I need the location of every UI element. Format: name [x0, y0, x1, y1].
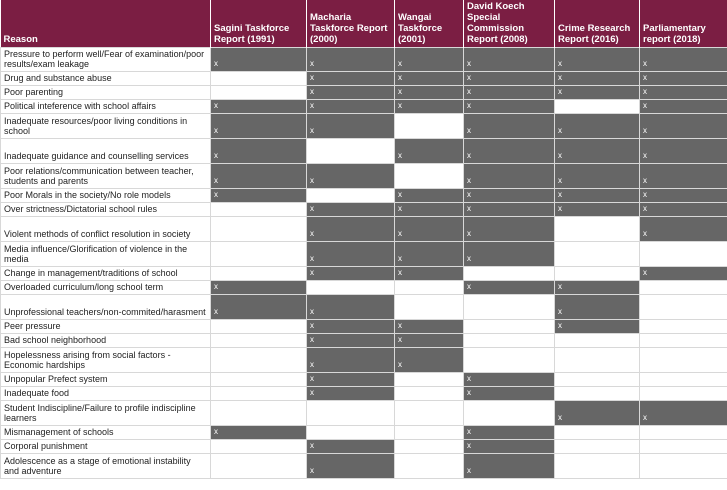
- table-row: [1, 453, 727, 478]
- table-row: [1, 439, 727, 453]
- mark-cell: [464, 294, 555, 319]
- table-row: [1, 266, 727, 280]
- mark-cell: [211, 386, 307, 400]
- reason-cell: Poor relations/communication between teacher, students and parents: [1, 163, 211, 188]
- table-row: [1, 85, 727, 99]
- mark-cell: [640, 333, 727, 347]
- mark-cell: x: [307, 113, 395, 138]
- mark-cell: [395, 294, 464, 319]
- reason-cell: Unprofessional teachers/non-commited/harasment: [1, 294, 211, 319]
- mark-cell: [555, 425, 640, 439]
- mark-cell: x: [211, 47, 307, 71]
- mark-cell: x: [307, 372, 395, 386]
- reason-cell: Overloaded curriculum/long school term: [1, 280, 211, 294]
- mark-cell: [307, 188, 395, 202]
- mark-cell: [640, 294, 727, 319]
- mark-cell: x: [395, 85, 464, 99]
- mark-cell: x: [464, 47, 555, 71]
- reason-cell: Inadequate resources/poor living conditions in school: [1, 113, 211, 138]
- mark-cell: x: [640, 71, 727, 85]
- mark-cell: x: [464, 138, 555, 163]
- mark-cell: x: [464, 113, 555, 138]
- mark-cell: x: [395, 47, 464, 71]
- table-row: [1, 386, 727, 400]
- mark-cell: x: [464, 280, 555, 294]
- mark-cell: x: [464, 99, 555, 113]
- mark-cell: x: [555, 113, 640, 138]
- mark-cell: [395, 113, 464, 138]
- mark-cell: [555, 99, 640, 113]
- reason-cell: Bad school neighborhood: [1, 333, 211, 347]
- mark-cell: x: [464, 188, 555, 202]
- table-row: [1, 202, 727, 216]
- mark-cell: x: [211, 294, 307, 319]
- mark-cell: x: [640, 216, 727, 241]
- mark-cell: [211, 71, 307, 85]
- mark-cell: [555, 439, 640, 453]
- mark-cell: [211, 333, 307, 347]
- mark-cell: [555, 266, 640, 280]
- reason-cell: Hopelessness arising from social factors - Economic hardships: [1, 347, 211, 372]
- mark-cell: x: [395, 241, 464, 266]
- mark-cell: x: [555, 85, 640, 99]
- reason-cell: Pressure to perform well/Fear of examination/poor results/exam leakage: [1, 47, 211, 71]
- table-row: [1, 99, 727, 113]
- reason-cell: Poor Morals in the society/No role models: [1, 188, 211, 202]
- mark-cell: [555, 347, 640, 372]
- mark-cell: [640, 425, 727, 439]
- mark-cell: [211, 241, 307, 266]
- mark-cell: [307, 138, 395, 163]
- mark-cell: x: [395, 347, 464, 372]
- mark-cell: x: [307, 47, 395, 71]
- mark-cell: x: [307, 439, 395, 453]
- table-body: [1, 47, 727, 478]
- mark-cell: [395, 163, 464, 188]
- mark-cell: x: [307, 453, 395, 478]
- header-wangai: Wangai Taskforce (2001): [395, 0, 464, 47]
- mark-cell: [395, 400, 464, 425]
- mark-cell: x: [464, 71, 555, 85]
- reason-cell: Political inteference with school affairs: [1, 99, 211, 113]
- mark-cell: [464, 266, 555, 280]
- mark-cell: [307, 425, 395, 439]
- mark-cell: x: [464, 439, 555, 453]
- reason-cell: Adolescence as a stage of emotional instability and adventure: [1, 453, 211, 478]
- mark-cell: x: [307, 71, 395, 85]
- mark-cell: x: [307, 163, 395, 188]
- mark-cell: [211, 453, 307, 478]
- mark-cell: [211, 400, 307, 425]
- header-koech: David Koech Special Commission Report (2008): [464, 0, 555, 47]
- table-row: [1, 294, 727, 319]
- mark-cell: [211, 439, 307, 453]
- mark-cell: x: [464, 425, 555, 439]
- reason-cell: Inadequate food: [1, 386, 211, 400]
- mark-cell: x: [395, 138, 464, 163]
- mark-cell: x: [307, 266, 395, 280]
- mark-cell: x: [464, 241, 555, 266]
- mark-cell: x: [640, 163, 727, 188]
- mark-cell: x: [555, 163, 640, 188]
- mark-cell: x: [211, 163, 307, 188]
- reason-cell: Corporal punishment: [1, 439, 211, 453]
- reason-cell: Violent methods of conflict resolution in society: [1, 216, 211, 241]
- mark-cell: [211, 319, 307, 333]
- mark-cell: x: [307, 241, 395, 266]
- mark-cell: [640, 453, 727, 478]
- mark-cell: [211, 347, 307, 372]
- mark-cell: x: [307, 216, 395, 241]
- mark-cell: [555, 386, 640, 400]
- mark-cell: [307, 400, 395, 425]
- mark-cell: x: [211, 425, 307, 439]
- mark-cell: x: [395, 216, 464, 241]
- reason-cell: Media influence/Glorification of violence in the media: [1, 241, 211, 266]
- mark-cell: x: [307, 85, 395, 99]
- table-row: [1, 47, 727, 71]
- table-row: [1, 241, 727, 266]
- mark-cell: x: [464, 372, 555, 386]
- mark-cell: x: [211, 113, 307, 138]
- mark-cell: x: [640, 400, 727, 425]
- table-row: [1, 138, 727, 163]
- mark-cell: x: [640, 113, 727, 138]
- reason-cell: Student Indiscipline/Failure to profile indiscipline learners: [1, 400, 211, 425]
- mark-cell: [211, 85, 307, 99]
- mark-cell: x: [555, 138, 640, 163]
- table-header: [1, 0, 727, 47]
- mark-cell: [640, 372, 727, 386]
- mark-cell: [555, 453, 640, 478]
- mark-cell: x: [211, 99, 307, 113]
- mark-cell: x: [464, 453, 555, 478]
- header-parliamentary: Parliamentary report (2018): [640, 0, 727, 47]
- mark-cell: x: [464, 163, 555, 188]
- mark-cell: [307, 280, 395, 294]
- mark-cell: [555, 216, 640, 241]
- mark-cell: [464, 319, 555, 333]
- mark-cell: x: [640, 47, 727, 71]
- header-macharia: Macharia Taskforce Report (2000): [307, 0, 395, 47]
- mark-cell: x: [640, 266, 727, 280]
- mark-cell: x: [555, 280, 640, 294]
- mark-cell: x: [395, 319, 464, 333]
- mark-cell: x: [307, 347, 395, 372]
- table-row: [1, 216, 727, 241]
- mark-cell: x: [640, 188, 727, 202]
- reason-cell: Change in management/traditions of school: [1, 266, 211, 280]
- reason-cell: Unpopular Prefect system: [1, 372, 211, 386]
- mark-cell: x: [307, 202, 395, 216]
- mark-cell: x: [395, 333, 464, 347]
- reason-cell: Peer pressure: [1, 319, 211, 333]
- mark-cell: x: [395, 266, 464, 280]
- table-row: [1, 280, 727, 294]
- mark-cell: x: [307, 319, 395, 333]
- mark-cell: [640, 319, 727, 333]
- reason-cell: Poor parenting: [1, 85, 211, 99]
- mark-cell: x: [307, 99, 395, 113]
- mark-cell: x: [555, 71, 640, 85]
- mark-cell: [395, 280, 464, 294]
- mark-cell: x: [640, 99, 727, 113]
- header-sagini: Sagini Taskforce Report (1991): [211, 0, 307, 47]
- mark-cell: x: [211, 188, 307, 202]
- header-crime-research: Crime Research Report (2016): [555, 0, 640, 47]
- reason-cell: Inadequate guidance and counselling services: [1, 138, 211, 163]
- mark-cell: x: [555, 188, 640, 202]
- mark-cell: x: [640, 85, 727, 99]
- header-reason: Reason: [1, 0, 211, 47]
- mark-cell: x: [640, 202, 727, 216]
- mark-cell: x: [640, 138, 727, 163]
- table-row: [1, 333, 727, 347]
- mark-cell: x: [395, 71, 464, 85]
- mark-cell: [464, 333, 555, 347]
- table-row: [1, 163, 727, 188]
- mark-cell: x: [211, 138, 307, 163]
- mark-cell: x: [555, 47, 640, 71]
- mark-cell: [640, 439, 727, 453]
- table-row: [1, 71, 727, 85]
- mark-cell: [211, 266, 307, 280]
- mark-cell: [640, 241, 727, 266]
- mark-cell: x: [307, 386, 395, 400]
- mark-cell: x: [464, 386, 555, 400]
- reason-cell: Drug and substance abuse: [1, 71, 211, 85]
- mark-cell: [555, 241, 640, 266]
- mark-cell: x: [307, 333, 395, 347]
- mark-cell: [555, 372, 640, 386]
- mark-cell: [395, 386, 464, 400]
- mark-cell: [555, 333, 640, 347]
- mark-cell: [464, 347, 555, 372]
- table-row: [1, 425, 727, 439]
- mark-cell: x: [555, 400, 640, 425]
- mark-cell: [395, 439, 464, 453]
- table-row: [1, 188, 727, 202]
- table-row: [1, 113, 727, 138]
- mark-cell: x: [395, 188, 464, 202]
- table-row: [1, 319, 727, 333]
- mark-cell: [464, 400, 555, 425]
- mark-cell: x: [464, 216, 555, 241]
- mark-cell: x: [464, 202, 555, 216]
- mark-cell: [395, 453, 464, 478]
- mark-cell: [640, 280, 727, 294]
- mark-cell: [211, 216, 307, 241]
- mark-cell: x: [211, 280, 307, 294]
- mark-cell: x: [395, 202, 464, 216]
- table-row: [1, 400, 727, 425]
- mark-cell: x: [307, 294, 395, 319]
- mark-cell: [395, 425, 464, 439]
- mark-cell: x: [555, 294, 640, 319]
- mark-cell: [211, 372, 307, 386]
- mark-cell: x: [395, 99, 464, 113]
- mark-cell: x: [464, 85, 555, 99]
- mark-cell: x: [555, 319, 640, 333]
- reason-cell: Over strictness/Dictatorial school rules: [1, 202, 211, 216]
- reason-cell: Mismanagement of schools: [1, 425, 211, 439]
- mark-cell: x: [555, 202, 640, 216]
- mark-cell: [211, 202, 307, 216]
- mark-cell: [640, 386, 727, 400]
- table-row: [1, 372, 727, 386]
- table-row: [1, 347, 727, 372]
- mark-cell: [640, 347, 727, 372]
- mark-cell: [395, 372, 464, 386]
